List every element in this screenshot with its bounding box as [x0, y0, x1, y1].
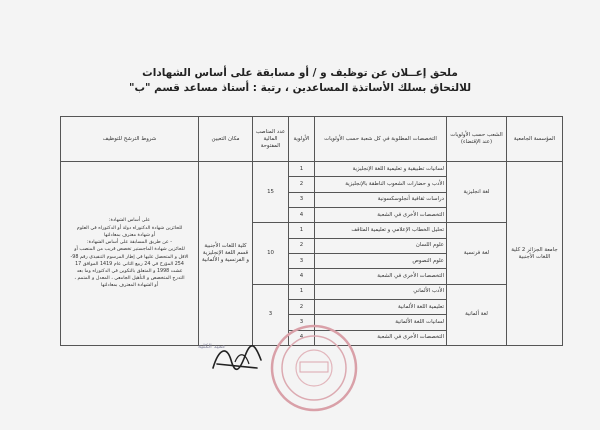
condition-line: للحائزين شهادة الماجستير تخصص قريب من المنصب أو	[74, 247, 185, 253]
specialty-cell: علوم اللسان	[315, 238, 447, 253]
specialty-cell: التخصصات الأخرى في الشعبة	[315, 269, 447, 284]
condition-line: على أساس الشهادة:	[108, 218, 151, 224]
specialty-cell: الأدب الألماني	[315, 284, 447, 299]
signature-label: عميد الكلية	[198, 343, 226, 350]
specialty-cell: علوم النصوص	[315, 253, 447, 268]
posts-cell: 15	[253, 162, 289, 223]
priority-cell: 3	[289, 253, 315, 268]
condition-line: - عن طريق المسابقة على أساس الشهادة:	[87, 240, 172, 246]
specialty-cell: دراسات ثقافية أنجلوسكسونية	[315, 192, 447, 207]
specialty-cell: الأدب و حضارات الشعوب الناطقة بالإنجليزية	[315, 177, 447, 192]
priority-cell: 4	[289, 330, 315, 345]
title-line-1: ملحق إعــلان عن توظيف و / أو مسابقة على أساس الشهادات	[142, 67, 458, 79]
priority-cell: 2	[289, 238, 315, 253]
condition-line: أو الشهادة المعترف بمعادلتها	[100, 283, 159, 289]
header-priority: الأولوية	[289, 117, 315, 162]
header-location: مكان التعيين	[199, 117, 253, 162]
specialty-cell: لسانيات تطبيقية و تعليمية اللغة الإنجليزية	[315, 162, 447, 177]
priority-cell: 4	[289, 207, 315, 222]
condition-line: أو شهادة معترف بمعادلتها	[103, 232, 156, 238]
condition-line: 254 المؤرخ في 24 ربيع الثاني عام 1419 الموافق 17	[75, 261, 184, 267]
condition-line: غشت 1998 و المتعلق بالتكوين في الدكتوراه وما بعد	[76, 268, 183, 274]
header-specialties: التخصصات المطلوبة في كل شعبة حسب الأولويات	[315, 117, 447, 162]
priority-cell: 2	[289, 299, 315, 314]
priority-cell: 4	[289, 269, 315, 284]
header-institution: المؤسسة الجامعية	[507, 117, 563, 162]
specialty-cell: لسانيات اللغة الألمانية	[315, 315, 447, 330]
handwritten-signature	[205, 338, 275, 378]
institution-cell: جامعة الجزائر 2 كلية اللغات الأجنبية	[507, 162, 563, 346]
title-line-2: للالتحاق بسلك الأساتذة المساعدين ، رتبة : أستاذ مساعد قسم "ب"	[128, 82, 472, 94]
condition-line: الاقل و المتحصل عليها في إطار المرسوم التنفيذي رقم 98-	[70, 254, 189, 260]
conditions-cell	[61, 162, 199, 346]
priority-cell: 2	[289, 177, 315, 192]
condition-line: للحائزين شهادة الدكتوراه دولة أو الدكتوراه في العلوم	[76, 225, 183, 231]
posts-cell: 10	[253, 223, 289, 284]
announcement-table	[60, 116, 563, 346]
specialty-cell: التخصصات الأخرى في الشعبة	[315, 207, 447, 222]
priority-cell: 3	[289, 192, 315, 207]
posts-cell: 3	[253, 284, 289, 345]
specialty-cell: تحليل الخطاب الإعلامي و تعليمية المثاقف	[315, 223, 447, 238]
condition-line: التدرج المتخصص و التأهيل الجامعي ، المعدل و المتمم ،	[74, 276, 185, 282]
priority-cell: 1	[289, 223, 315, 238]
header-conditions: شروط الترشح للتوظيف	[61, 117, 199, 162]
header-branch: الشعب حسب الأولويات (عند الإقتضاء)	[447, 117, 507, 162]
table-row	[61, 162, 563, 177]
header-posts: عدد المناصب المالية المفتوحة	[253, 117, 289, 162]
branch-cell: لغة فرنسية	[447, 223, 507, 284]
priority-cell: 3	[289, 315, 315, 330]
specialty-cell: تعليمية اللغة الألمانية	[315, 299, 447, 314]
specialty-cell: التخصصات الأخرى في الشعبة	[315, 330, 447, 345]
official-stamp-icon	[268, 322, 360, 414]
priority-cell: 1	[289, 284, 315, 299]
branch-cell: لغة انجليزية	[447, 162, 507, 223]
priority-cell: 1	[289, 162, 315, 177]
location-cell: كلية اللغات الأجنبية قسم اللغة الإنجليزية و الفرنسية و الألمانية	[199, 162, 253, 346]
document-title	[110, 66, 490, 96]
branch-cell: لغة ألمانية	[447, 284, 507, 345]
header-row	[61, 117, 563, 162]
